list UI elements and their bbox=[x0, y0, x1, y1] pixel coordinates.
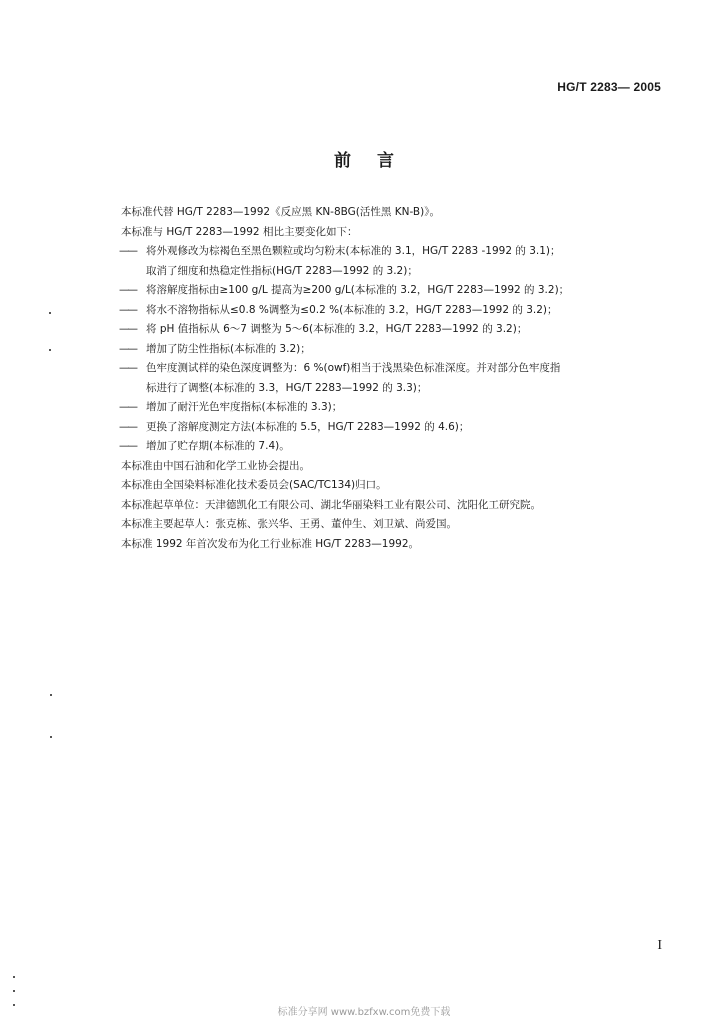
change-item bbox=[121, 281, 666, 301]
change-continuation: 取消了细度和热稳定性指标(HG/T 2283—1992 的 3.2)； bbox=[146, 264, 418, 277]
dash: —— bbox=[119, 362, 136, 374]
page-title bbox=[0, 146, 728, 171]
title-char-2: 言 bbox=[377, 151, 394, 171]
footer-watermark[interactable]: 标准分享网 www.bzfxw.com免费下载 bbox=[277, 1007, 451, 1018]
scan-mark bbox=[13, 990, 15, 992]
change-item bbox=[121, 437, 666, 457]
change-item bbox=[121, 359, 666, 379]
title-char-1: 前 bbox=[334, 151, 351, 171]
document-body bbox=[121, 203, 666, 554]
scan-mark bbox=[50, 694, 52, 696]
change-text: 增加了防尘性指标(本标准的 3.2)； bbox=[146, 342, 311, 355]
dash: —— bbox=[119, 440, 136, 452]
change-text: 色牢度测试样的染色深度调整为：6 %(owf)相当于浅黑染色标准深度。并对部分色牢度指 bbox=[146, 362, 561, 374]
change-text: 增加了耐汗光色牢度指标(本标准的 3.3)； bbox=[146, 401, 343, 413]
closing-line: 本标准由全国染料标准化技术委员会(SAC/TC134)归口。 bbox=[121, 479, 387, 491]
intro-line: 本标准代替 HG/T 2283—1992《反应黑 KN-8BG(活性黑 KN-B)》。 bbox=[121, 206, 440, 218]
dash: —— bbox=[119, 284, 136, 296]
change-text: 更换了溶解度测定方法(本标准的 5.5，HG/T 2283—1992 的 4.6)； bbox=[146, 420, 470, 433]
dash: —— bbox=[119, 323, 136, 335]
change-text: 将水不溶物指标从≤0.8 %调整为≤0.2 %(本标准的 3.2，HG/T 2283—1992 的 3.2)； bbox=[146, 303, 558, 316]
closing-line: 本标准 1992 年首次发布为化工行业标准 HG/T 2283—1992。 bbox=[121, 537, 419, 550]
change-text: 将溶解度指标由≥100 g/L 提高为≥200 g/L(本标准的 3.2，HG/T 2283—1992 的 3.2)； bbox=[146, 284, 570, 296]
closing-line: 本标准由中国石油和化学工业协会提出。 bbox=[121, 459, 310, 472]
closing-line: 本标准主要起草人：张克栋、张兴华、王勇、董仲生、刘卫斌、尚爱国。 bbox=[121, 518, 457, 530]
scan-mark bbox=[13, 1004, 15, 1006]
scan-mark bbox=[50, 736, 52, 738]
dash: —— bbox=[119, 303, 136, 316]
dash: —— bbox=[119, 245, 136, 257]
change-continuation: 标进行了调整(本标准的 3.3，HG/T 2283—1992 的 3.3)； bbox=[146, 381, 428, 394]
change-text: 将 pH 值指标从 6～7 调整为 5～6(本标准的 3.2，HG/T 2283—1992 的 3.2)； bbox=[146, 323, 528, 335]
change-text: 增加了贮存期(本标准的 7.4)。 bbox=[146, 440, 290, 452]
scan-mark bbox=[13, 976, 15, 978]
intro-line: 本标准与 HG/T 2283—1992 相比主要变化如下： bbox=[121, 225, 358, 238]
change-item bbox=[121, 320, 666, 340]
change-text: 将外观修改为棕褐色至黑色颗粒或均匀粉末(本标准的 3.1，HG/T 2283 -1992 的 3.1)； bbox=[146, 245, 561, 257]
scan-mark bbox=[49, 312, 51, 314]
dash: —— bbox=[119, 401, 136, 413]
dash: —— bbox=[119, 342, 136, 355]
change-item bbox=[121, 398, 666, 418]
dash: —— bbox=[119, 420, 136, 433]
change-item bbox=[121, 418, 666, 438]
scan-mark bbox=[49, 349, 51, 351]
change-item bbox=[121, 340, 666, 360]
change-item bbox=[121, 301, 666, 321]
change-item bbox=[121, 242, 666, 262]
standard-number: HG/T 2283— 2005 bbox=[557, 80, 661, 94]
page-number: I bbox=[657, 938, 662, 953]
closing-line: 本标准起草单位：天津德凯化工有限公司、湖北华丽染料工业有限公司、沈阳化工研究院。 bbox=[121, 498, 541, 511]
